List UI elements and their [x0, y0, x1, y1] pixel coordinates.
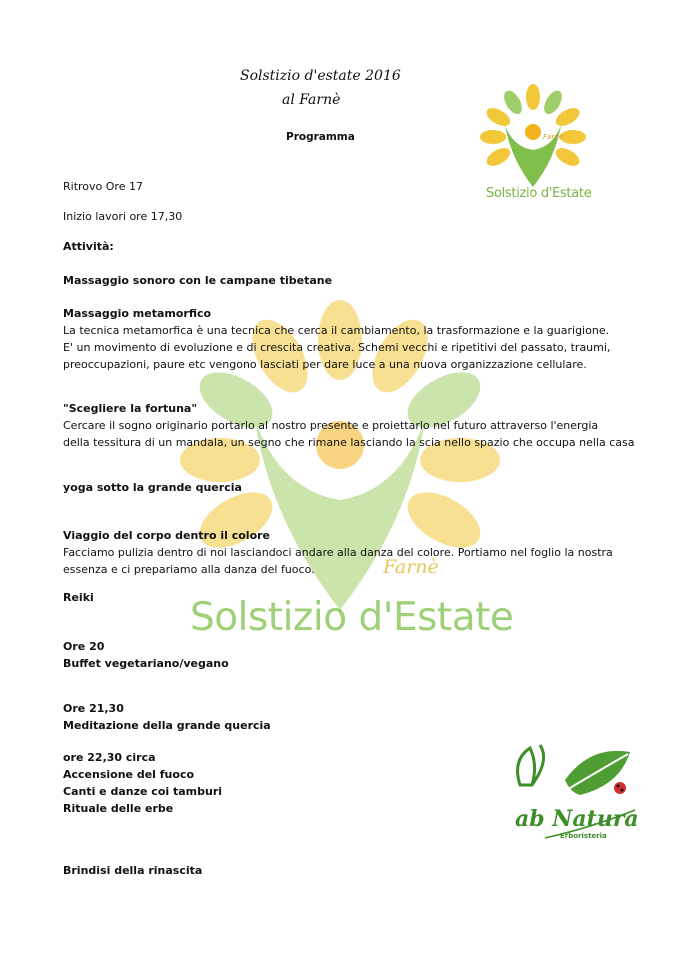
- ab-natura-subtitle: Erboristeria: [560, 832, 607, 840]
- ritrovo-text: Ritrovo Ore 17: [63, 180, 143, 193]
- brindisi-text: Brindisi della rinascita: [63, 864, 203, 877]
- solstizio-logo-icon: [478, 82, 588, 202]
- paragraph-line: La tecnica metamorfica è una tecnica che cerca il cambiamento, la trasformazione e la guarigione.: [63, 324, 610, 337]
- paragraph-line: essenza e ci prepariamo alla danza del fuoco.: [63, 563, 315, 576]
- watermark-farne: Farnè: [383, 556, 439, 578]
- meditazione-text: Meditazione della grande quercia: [63, 719, 271, 732]
- inizio-text: Inizio lavori ore 17,30: [63, 210, 183, 223]
- paragraph-line: Facciamo pulizia dentro di noi lasciandoci andare alla danza del colore. Portiamo nel foglio la nostra: [63, 546, 613, 559]
- massaggio-metamorfico-heading: Massaggio metamorfico: [63, 307, 212, 320]
- rituale-text: Rituale delle erbe: [63, 802, 174, 815]
- ore20-text: Ore 20: [63, 640, 105, 653]
- attivita-heading: Attività:: [63, 240, 114, 253]
- programma-heading: Programma: [286, 131, 355, 143]
- ab-natura-logo-text: ab Natura: [515, 806, 639, 832]
- scegliere-section: [63, 400, 635, 451]
- logo-title: Solstizio d'Estate: [486, 186, 592, 201]
- watermark-title: Solstizio d'Estate: [190, 595, 514, 640]
- ore2230-text: ore 22,30 circa: [63, 751, 156, 764]
- buffet-text: Buffet vegetariano/vegano: [63, 657, 229, 670]
- logo-farne: Farnè: [543, 133, 563, 141]
- reiki-heading: Reiki: [63, 591, 94, 604]
- viaggio-heading: Viaggio del corpo dentro il colore: [63, 529, 271, 542]
- page-subtitle-location: al Farnè: [282, 92, 341, 108]
- massaggio-sonoro-heading: Massaggio sonoro con le campane tibetane: [63, 274, 333, 287]
- yoga-heading: yoga sotto la grande quercia: [63, 481, 242, 494]
- paragraph-line: Cercare il sogno originario portarlo al nostro presente e proiettarlo nel futuro attraverso l'energia: [63, 419, 599, 432]
- paragraph-line: preoccupazioni, paure etc vengono lasciati per dare luce a una nuova organizzazione cellulare.: [63, 358, 587, 371]
- scegliere-heading: "Scegliere la fortuna": [63, 402, 198, 415]
- page-title: Solstizio d'estate 2016: [240, 68, 401, 84]
- paragraph-line: della tessitura di un mandala, un segno che rimane lasciando la scia nello spazio che occupa nella casa: [63, 436, 635, 449]
- massaggio-metamorfico-section: [63, 305, 623, 373]
- canti-text: Canti e danze coi tamburi: [63, 785, 223, 798]
- accensione-text: Accensione del fuoco: [63, 768, 195, 781]
- paragraph-line: E' un movimento di evoluzione e di crescita creativa. Schemi vecchi e ripetitivi del passato, traumi,: [63, 341, 611, 354]
- ore2130-text: Ore 21,30: [63, 702, 124, 715]
- viaggio-section: [63, 527, 623, 578]
